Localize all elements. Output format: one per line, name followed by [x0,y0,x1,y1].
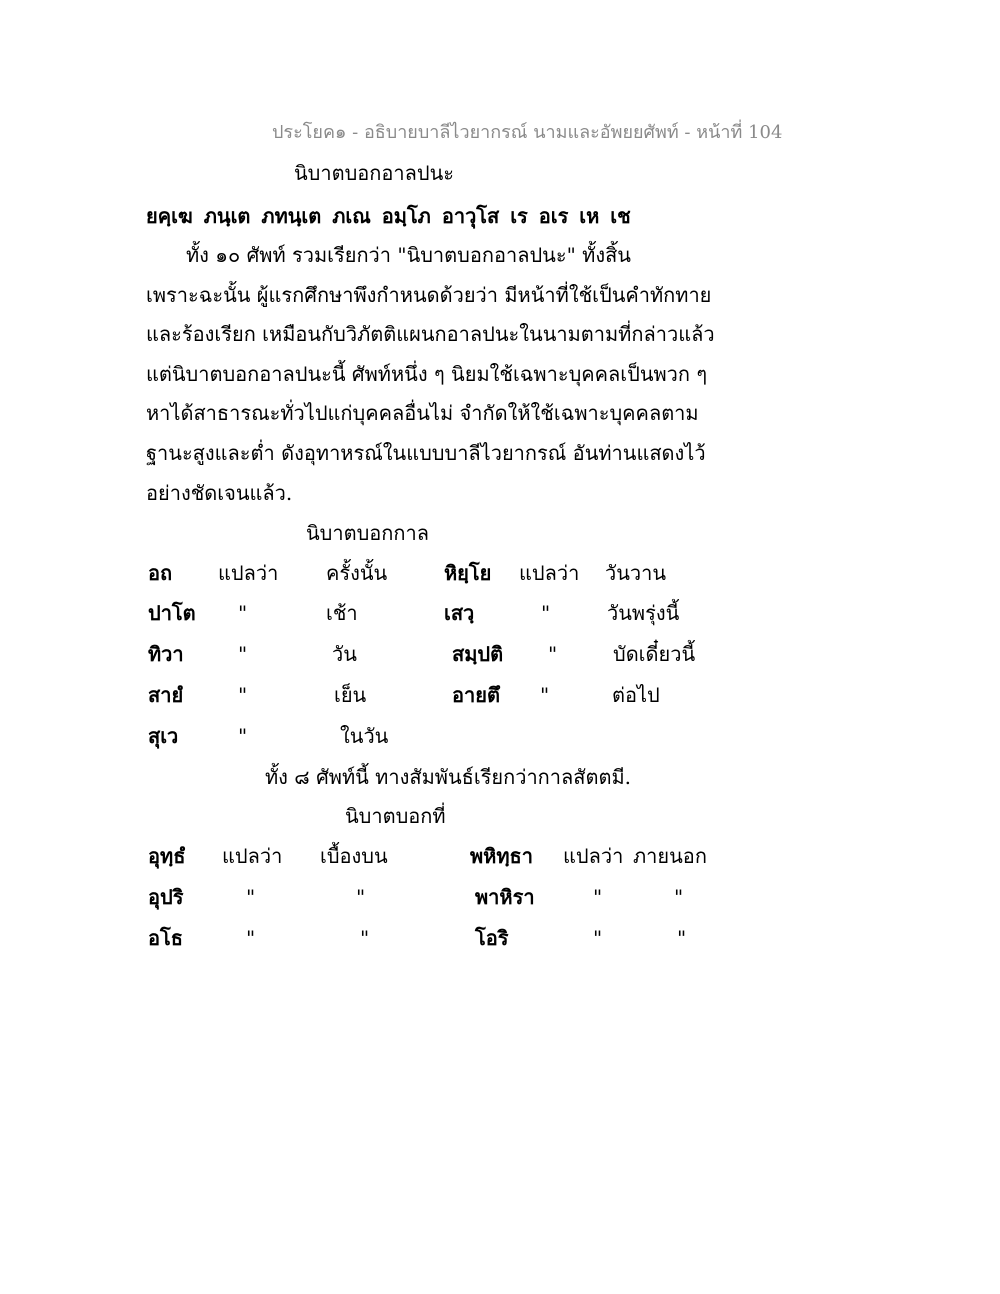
table-cell-ditto: " [593,885,603,909]
section-title-place: นิบาตบอกที่ [345,804,446,828]
table-cell-word: อายตึ [452,683,500,707]
table-cell-ditto: " [238,642,248,666]
table-cell-translation: วัน [332,642,357,666]
table-cell-ditto: " [238,724,248,748]
table-cell-ditto: " [238,683,248,707]
table-cell-word: สุเว [148,724,179,748]
paragraph-line: แต่นิบาตบอกอาลปนะนี้ ศัพท์หนึ่ง ๆ นิยมใช้เฉพาะบุคคลเป็นพวก ๆ [146,362,708,386]
table-cell-word: ทิวา [148,642,184,666]
table-cell-word: อถ [148,561,173,585]
table-cell-ditto: " [674,885,684,909]
paragraph-line: ฐานะสูงและต่ำ ดังอุทาหรณ์ในแบบบาลีไวยากรณ์ อันท่านแสดงไว้ [146,441,706,465]
table-cell-ditto: " [593,926,603,950]
table-cell-translation: บัดเดี๋ยวนี้ [613,642,696,666]
table-cell-word: โอริ [475,926,509,950]
table-cell-ditto: " [541,601,551,625]
paragraph-line: เพราะฉะนั้น ผู้แรกศึกษาพึงกำหนดด้วยว่า มีหน้าที่ใช้เป็นคำทักทาย [146,283,712,307]
table-cell-ditto: " [246,926,256,950]
paragraph-line: และร้องเรียก เหมือนกับวิภัตติแผนกอาลปนะในนามตามที่กล่าวแล้ว [146,322,715,346]
table-cell-word: อุปริ [148,885,184,909]
table-cell-translation: เย็น [334,683,367,707]
section-title-alapana: นิบาตบอกอาลปนะ [294,161,455,185]
table-cell-meaning-label: แปลว่า [222,844,283,868]
table-cell-translation: เบื้องบน [320,844,388,868]
table-cell-translation: วันวาน [605,561,667,585]
table-cell-meaning-label: แปลว่า [218,561,279,585]
table-cell-ditto: " [540,683,550,707]
table-cell-meaning-label: แปลว่า [563,844,624,868]
paragraph-line: อย่างชัดเจนแล้ว. [146,481,293,505]
table-cell-word: สายํ [148,683,184,707]
table-cell-meaning-label: แปลว่า [519,561,580,585]
table-cell-word: หิยฺโย [444,561,492,585]
table-cell-word: พหิทฺธา [470,844,533,868]
table-cell-translation: เช้า [326,601,358,625]
table-cell-word: อโธ [148,926,183,950]
table-cell-ditto: " [246,885,256,909]
table-cell-word: สมฺปติ [452,642,504,666]
table-cell-ditto: " [677,926,687,950]
page-header: ประโยค๑ - อธิบายบาลีไวยากรณ์ นามและอัพยยศัพท์ - หน้าที่ 104 [272,122,783,143]
table-cell-word: พาหิรา [475,885,535,909]
table-cell-ditto: " [238,601,248,625]
paragraph-line: ทั้ง ๑๐ ศัพท์ รวมเรียกว่า "นิบาตบอกอาลปนะ" ทั้งสิ้น [186,243,631,267]
table-cell-ditto: " [356,885,366,909]
table-cell-translation: ครั้งนั้น [326,561,388,585]
table-cell-word: อุทฺธํ [148,844,186,868]
alapana-words: ยคฺเฆ ภนฺเต ภทนฺเต ภเณ อมฺโภ อาวุโส เร อเร เห เช [146,204,631,228]
table-cell-word: ปาโต [148,601,196,625]
section-title-time: นิบาตบอกกาล [306,521,429,545]
table-cell-ditto: " [360,926,370,950]
table-cell-translation: ภายนอก [633,844,707,868]
section-note: ทั้ง ๘ ศัพท์นี้ ทางสัมพันธ์เรียกว่ากาลสัตตมี. [265,765,632,789]
table-cell-word: เสวฺ [444,601,475,625]
table-cell-translation: ต่อไป [612,683,660,707]
table-cell-translation: ในวัน [340,724,389,748]
table-cell-ditto: " [548,642,558,666]
table-cell-translation: วันพรุ่งนี้ [607,601,680,625]
paragraph-line: หาได้สาธารณะทั่วไปแก่บุคคลอื่นไม่ จำกัดให้ใช้เฉพาะบุคคลตาม [146,401,699,425]
